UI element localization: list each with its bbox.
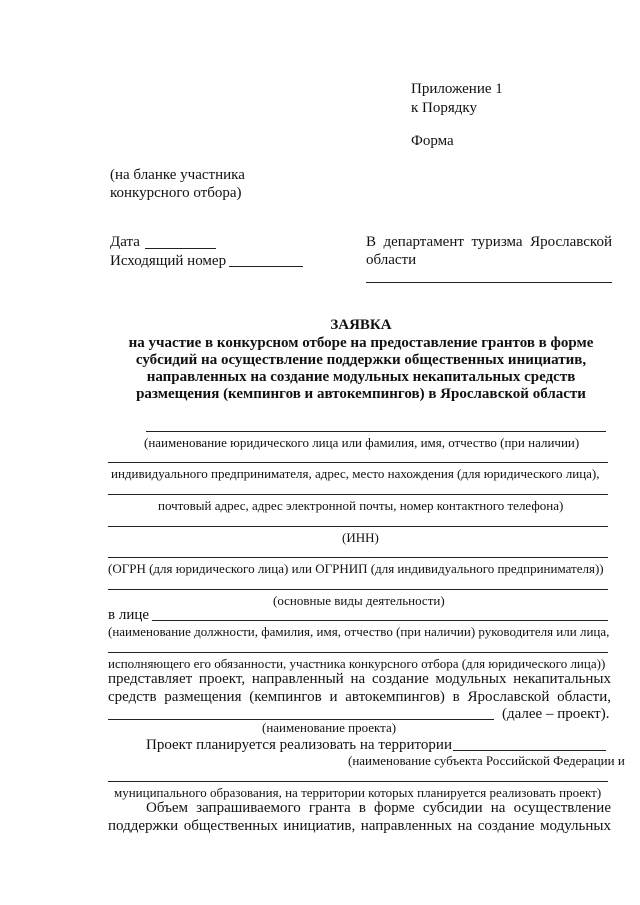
body-paragraph1-line1: представляет проект, направленный на создание модульных некапитальных [108,671,611,687]
body-paragraph3-line2: поддержки общественных инициатив, направленных на создание модульных [108,818,611,834]
document-title: ЗАЯВКА [330,317,392,333]
territory-field[interactable] [453,750,606,751]
letterhead-note-line2: конкурсного отбора) [110,185,242,201]
title-line3: направленных на создание модульных некапитальных средств [146,369,576,385]
hint-representative: (наименование должности, фамилия, имя, отчество (при наличии) руководителя или лица, [108,624,610,639]
body-paragraph3-line1: Объем запрашиваемого гранта в форме субсидии на осуществление [146,800,611,816]
inn-field[interactable] [108,526,608,527]
form-label: Форма [411,133,454,149]
hint-applicant-name: (наименование юридического лица или фамилия, имя, отчество (при наличии) [144,435,580,450]
title-line2: субсидий на осуществление поддержки общественных инициатив, [135,352,587,368]
outgoing-number-field[interactable] [229,266,303,267]
body-paragraph1-line2: средств размещения (кемпингов и автокемпингов) в Ярославской области, [108,689,611,705]
hint-representative-role: исполняющего его обязанности, участника конкурсного отбора (для юридического лица)) [108,656,606,671]
addressee-signature-line [366,282,612,283]
hint-activities: (основные виды деятельности) [273,593,445,608]
hint-applicant-address: индивидуального предпринимателя, адрес, место нахождения (для юридического лица), [111,466,600,481]
representative-role-field[interactable] [108,652,608,653]
hint-inn: (ИНН) [342,530,379,545]
letterhead-note-line1: (на бланке участника [110,167,245,183]
applicant-address-field[interactable] [108,462,608,463]
addressee-line2: области [366,252,417,268]
municipal-field[interactable] [108,781,608,782]
representative-field[interactable] [152,620,608,621]
outgoing-number-label: Исходящий номер [110,253,227,269]
contact-info-field[interactable] [108,494,608,495]
ogrn-field[interactable] [108,557,608,558]
title-line4: размещения (кемпингов и автокемпингов) в Ярославской области [136,386,586,402]
addressee-line1: В департамент туризма Ярославской [366,234,612,250]
hint-project-name: (наименование проекта) [262,720,397,735]
order-label: к Порядку [411,100,477,116]
hint-ogrn: (ОГРН (для юридического лица) или ОГРНИП (для индивидуального предпринимателя)) [108,561,604,576]
body-paragraph1-tail: (далее – проект). [502,706,610,722]
body-paragraph2: Проект планируется реализовать на территории [146,737,452,753]
hint-municipal: муниципального образования, на территории которых планируется реализовать проект) [114,785,602,800]
in-person-label: в лице [108,607,150,623]
hint-contact-info: почтовый адрес, адрес электронной почты, номер контактного телефона) [158,498,564,513]
date-label: Дата [110,234,140,250]
title-line1: на участие в конкурсном отборе на предоставление грантов в форме [128,335,594,351]
date-field[interactable] [145,248,216,249]
applicant-name-field[interactable] [146,431,606,432]
hint-subject: (наименование субъекта Российской Федерации и [348,753,625,768]
activities-field[interactable] [108,589,608,590]
appendix-label: Приложение 1 [411,81,503,97]
